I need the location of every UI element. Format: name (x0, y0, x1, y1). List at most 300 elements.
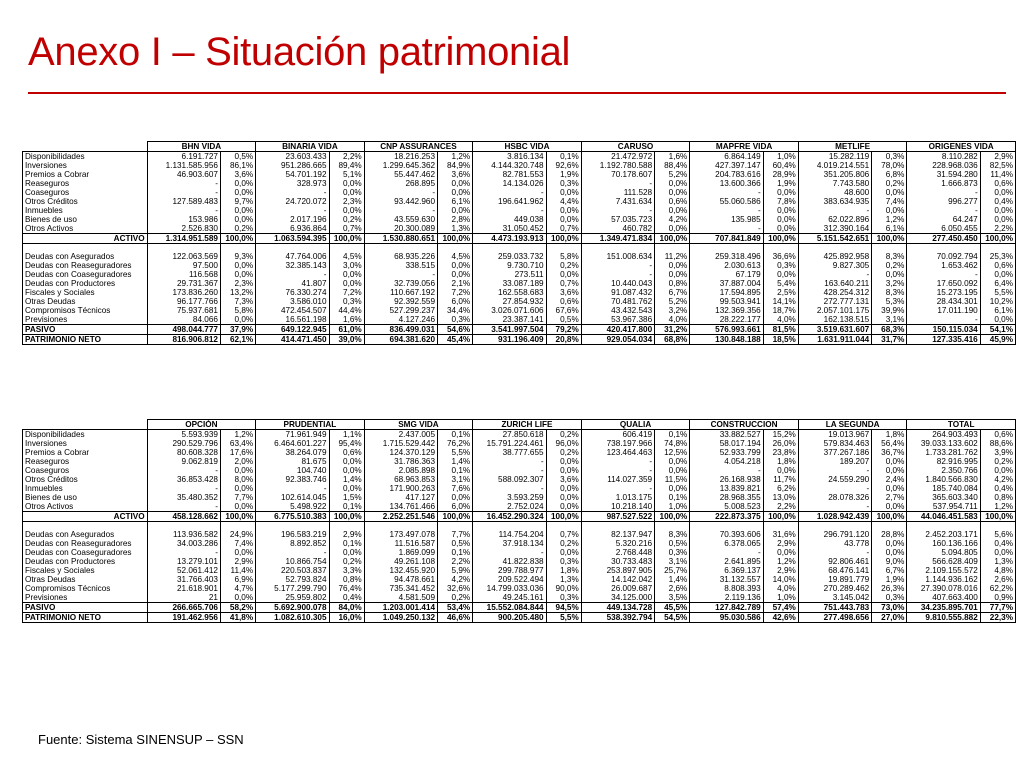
amount-cell: - (147, 548, 220, 557)
amount-cell: - (147, 466, 220, 475)
amount-cell: 189.207 (798, 457, 871, 466)
amount-cell: 694.381.620 (364, 335, 437, 345)
row-label: Disponibilidades (23, 430, 148, 440)
amount-cell: 8.892.852 (256, 539, 329, 548)
percent-cell: 0,4% (980, 197, 1015, 206)
amount-cell: 277.498.656 (798, 613, 871, 623)
amount-cell: 5.177.299.790 (256, 584, 329, 593)
percent-cell: 0,3% (438, 315, 473, 325)
percent-cell (872, 522, 907, 531)
percent-cell: 10,2% (980, 297, 1015, 306)
amount-cell: 270.289.462 (798, 584, 871, 593)
percent-cell: 0,0% (655, 179, 690, 188)
percent-cell: 88,4% (655, 161, 690, 170)
amount-cell: 2.641.895 (690, 557, 763, 566)
percent-cell: 76,4% (329, 584, 364, 593)
percent-cell: 0,0% (655, 188, 690, 197)
amount-cell (256, 244, 329, 253)
percent-cell: 0,0% (329, 270, 364, 279)
percent-cell: 1,0% (763, 593, 798, 603)
percent-cell: 3,1% (655, 557, 690, 566)
amount-cell (581, 522, 654, 531)
amount-cell: - (907, 315, 980, 325)
percent-cell: 0,2% (546, 261, 581, 270)
percent-cell: 7,4% (872, 197, 907, 206)
percent-cell: 32,6% (438, 584, 473, 593)
amount-cell: 116.568 (147, 270, 220, 279)
amount-cell: 1.013.175 (581, 493, 654, 502)
table-row (23, 557, 1016, 566)
percent-cell: 90,0% (546, 584, 581, 593)
percent-cell: 0,0% (763, 548, 798, 557)
percent-cell: 100,0% (655, 234, 690, 244)
amount-cell: 751.443.783 (798, 603, 871, 613)
amount-cell: 929.054.034 (581, 335, 654, 345)
amount-cell: 566.628.409 (907, 557, 980, 566)
amount-cell (147, 522, 220, 531)
amount-cell: 27.850.618 (473, 430, 546, 440)
amount-cell: 68.963.853 (364, 475, 437, 484)
amount-cell: 9.730.710 (473, 261, 546, 270)
percent-cell: 0,9% (980, 593, 1015, 603)
percent-cell: 27,0% (872, 613, 907, 623)
amount-cell: 16.452.290.324 (473, 512, 546, 522)
row-label: Deudas con Productores (23, 279, 148, 288)
amount-cell: 92.392.559 (364, 297, 437, 306)
row-label: PASIVO (23, 325, 148, 335)
percent-cell: 2,2% (329, 152, 364, 162)
company-header: OPCIÓN (147, 420, 256, 430)
amount-cell: 17.011.190 (907, 306, 980, 315)
percent-cell: 44,4% (329, 306, 364, 315)
amount-cell: - (798, 206, 871, 215)
amount-cell: 527.299.237 (364, 306, 437, 315)
amount-cell: 41.822.838 (473, 557, 546, 566)
percent-cell: 0,0% (438, 493, 473, 502)
amount-cell: 377.267.186 (798, 448, 871, 457)
amount-cell: 134.761.466 (364, 502, 437, 512)
amount-cell: 13.279.101 (147, 557, 220, 566)
table-row (23, 593, 1016, 603)
row-label: Deudas con Asegurados (23, 252, 148, 261)
amount-cell: 220.503.837 (256, 566, 329, 575)
percent-cell: 60,4% (763, 161, 798, 170)
amount-cell: 37.918.134 (473, 539, 546, 548)
percent-cell: 31,7% (872, 335, 907, 345)
amount-cell: 123.464.463 (581, 448, 654, 457)
percent-cell: 39,0% (329, 335, 364, 345)
percent-cell: 0,4% (980, 539, 1015, 548)
percent-cell: 95,4% (329, 439, 364, 448)
percent-cell: 0,2% (546, 448, 581, 457)
percent-cell: 14,0% (763, 575, 798, 584)
table-row (23, 297, 1016, 306)
amount-cell: 951.286.665 (256, 161, 329, 170)
percent-cell: 0,2% (220, 224, 255, 234)
percent-cell: 0,6% (329, 448, 364, 457)
percent-cell: 7,7% (220, 493, 255, 502)
amount-cell: 6.864.149 (690, 152, 763, 162)
amount-cell (147, 244, 220, 253)
percent-cell: 86,1% (220, 161, 255, 170)
percent-cell: 0,7% (546, 224, 581, 234)
row-label: Otros Activos (23, 224, 148, 234)
percent-cell: 100,0% (763, 234, 798, 244)
amount-cell: 1.192.780.588 (581, 161, 654, 170)
amount-cell: 8.808.393 (690, 584, 763, 593)
amount-cell: 338.515 (364, 261, 437, 270)
amount-cell: 124.370.129 (364, 448, 437, 457)
row-label: Otros Activos (23, 502, 148, 512)
percent-cell: 0,5% (220, 152, 255, 162)
amount-cell: - (690, 224, 763, 234)
percent-cell: 54,1% (980, 325, 1015, 335)
percent-cell: 0,0% (220, 484, 255, 493)
amount-cell: 4.127.246 (364, 315, 437, 325)
percent-cell: 1,6% (329, 315, 364, 325)
percent-cell: 0,0% (980, 315, 1015, 325)
percent-cell: 5,4% (763, 279, 798, 288)
percent-cell: 5,3% (872, 297, 907, 306)
percent-cell: 100,0% (438, 512, 473, 522)
percent-cell: 0,0% (763, 224, 798, 234)
row-label: Disponibilidades (23, 152, 148, 162)
percent-cell: 23,8% (763, 448, 798, 457)
percent-cell: 0,1% (438, 466, 473, 475)
amount-cell: 64.247 (907, 215, 980, 224)
amount-cell: 47.764.006 (256, 252, 329, 261)
amount-cell: - (256, 548, 329, 557)
percent-cell (438, 522, 473, 531)
company-header: CNP ASSURANCES (364, 142, 473, 152)
percent-cell: 79,2% (546, 325, 581, 335)
amount-cell: - (473, 548, 546, 557)
amount-cell: - (256, 270, 329, 279)
percent-cell: 9,3% (220, 252, 255, 261)
percent-cell: 11,5% (655, 475, 690, 484)
percent-cell: 0,0% (655, 206, 690, 215)
percent-cell: 8,3% (872, 252, 907, 261)
percent-cell: 0,0% (220, 261, 255, 270)
row-label (23, 522, 148, 531)
percent-cell: 4,0% (763, 315, 798, 325)
amount-cell: 127.589.483 (147, 197, 220, 206)
percent-cell: 0,0% (980, 548, 1015, 557)
percent-cell: 68,3% (872, 325, 907, 335)
amount-cell: 5.320.216 (581, 539, 654, 548)
percent-cell (980, 522, 1015, 531)
percent-cell: 45,5% (655, 603, 690, 613)
amount-cell: 26.009.687 (581, 584, 654, 593)
amount-cell: 6.378.065 (690, 539, 763, 548)
percent-cell: 0,0% (980, 188, 1015, 197)
percent-cell: 4,2% (980, 475, 1015, 484)
percent-cell: 100,0% (438, 234, 473, 244)
amount-cell: 328.973 (256, 179, 329, 188)
amount-cell: 43.559.630 (364, 215, 437, 224)
percent-cell: 0,0% (546, 206, 581, 215)
row-label: Previsiones (23, 593, 148, 603)
table-row (23, 152, 1016, 162)
table-row (23, 234, 1016, 244)
amount-cell: 43.778 (798, 539, 871, 548)
amount-cell: 290.529.796 (147, 439, 220, 448)
amount-cell: 162.138.515 (798, 315, 871, 325)
percent-cell: 5,5% (546, 613, 581, 623)
percent-cell: 0,0% (763, 206, 798, 215)
percent-cell: 0,0% (546, 457, 581, 466)
amount-cell: 96.177.766 (147, 297, 220, 306)
percent-cell: 2,5% (763, 288, 798, 297)
percent-cell: 0,0% (546, 466, 581, 475)
row-label: Bienes de uso (23, 493, 148, 502)
percent-cell: 100,0% (980, 234, 1015, 244)
amount-cell: 27.390.078.016 (907, 584, 980, 593)
amount-cell: - (798, 484, 871, 493)
percent-cell: 0,0% (655, 224, 690, 234)
percent-cell: 0,0% (872, 206, 907, 215)
amount-cell: 1.131.585.956 (147, 161, 220, 170)
amount-cell: 92.806.461 (798, 557, 871, 566)
amount-cell: 18.216.253 (364, 152, 437, 162)
amount-cell: 312.390.164 (798, 224, 871, 234)
amount-cell: 6.464.601.227 (256, 439, 329, 448)
percent-cell: 3,1% (872, 315, 907, 325)
percent-cell: 0,0% (546, 270, 581, 279)
table-row (23, 224, 1016, 234)
amount-cell: 160.136.166 (907, 539, 980, 548)
amount-cell: 365.603.340 (907, 493, 980, 502)
amount-cell: - (798, 502, 871, 512)
amount-cell: 84.066 (147, 315, 220, 325)
amount-cell: - (256, 188, 329, 197)
amount-cell: 49.261.108 (364, 557, 437, 566)
percent-cell (329, 522, 364, 531)
amount-cell: 277.450.450 (907, 234, 980, 244)
percent-cell: 3,3% (329, 566, 364, 575)
table-row (23, 270, 1016, 279)
percent-cell: 0,3% (655, 548, 690, 557)
percent-cell: 2,9% (763, 566, 798, 575)
table-row (23, 206, 1016, 215)
amount-cell: 299.788.977 (473, 566, 546, 575)
amount-cell: 2.109.155.572 (907, 566, 980, 575)
amount-cell: - (256, 206, 329, 215)
amount-cell: 266.665.706 (147, 603, 220, 613)
table-row (23, 530, 1016, 539)
percent-cell: 0,0% (872, 270, 907, 279)
amount-cell: 28.968.355 (690, 493, 763, 502)
percent-cell: 3,6% (546, 288, 581, 297)
table-row (23, 306, 1016, 315)
percent-cell: 63,4% (220, 439, 255, 448)
amount-cell: 537.954.711 (907, 502, 980, 512)
company-header: ORIGENES VIDA (907, 142, 1016, 152)
amount-cell: 3.519.631.607 (798, 325, 871, 335)
amount-cell: 28.078.326 (798, 493, 871, 502)
percent-cell: 1,2% (980, 502, 1015, 512)
amount-cell: 82.137.947 (581, 530, 654, 539)
company-header: MAPFRE VIDA (690, 142, 799, 152)
amount-cell: 900.205.480 (473, 613, 546, 623)
amount-cell: 996.277 (907, 197, 980, 206)
amount-cell: 2.350.766 (907, 466, 980, 475)
percent-cell: 45,4% (438, 335, 473, 345)
amount-cell: - (581, 179, 654, 188)
amount-cell: 16.561.198 (256, 315, 329, 325)
amount-cell: - (798, 466, 871, 475)
amount-cell (581, 244, 654, 253)
percent-cell: 1,2% (763, 557, 798, 566)
percent-cell: 0,0% (220, 548, 255, 557)
amount-cell (473, 522, 546, 531)
row-label: Deudas con Productores (23, 557, 148, 566)
percent-cell: 4,7% (220, 584, 255, 593)
percent-cell: 34,4% (438, 306, 473, 315)
percent-cell: 1,3% (980, 557, 1015, 566)
amount-cell: 23.603.433 (256, 152, 329, 162)
amount-cell: 99.503.941 (690, 297, 763, 306)
percent-cell: 2,2% (980, 224, 1015, 234)
percent-cell: 14,1% (763, 297, 798, 306)
amount-cell: 1.082.610.305 (256, 613, 329, 623)
company-header: LA SEGUNDA (798, 420, 907, 430)
percent-cell: 74,8% (655, 439, 690, 448)
percent-cell: 2,4% (872, 475, 907, 484)
table-row (23, 512, 1016, 522)
amount-cell: 95.030.586 (690, 613, 763, 623)
amount-cell: 2.437.005 (364, 430, 437, 440)
amount-cell (364, 522, 437, 531)
percent-cell: 0,0% (546, 493, 581, 502)
amount-cell: 97.500 (147, 261, 220, 270)
amount-cell: 6.775.510.383 (256, 512, 329, 522)
percent-cell: 94,5% (546, 603, 581, 613)
amount-cell: 4.054.218 (690, 457, 763, 466)
amount-cell: 2.119.136 (690, 593, 763, 603)
percent-cell: 1,9% (763, 179, 798, 188)
company-header: PRUDENTIAL (256, 420, 365, 430)
amount-cell: 253.897.905 (581, 566, 654, 575)
amount-cell: 151.008.634 (581, 252, 654, 261)
percent-cell: 0,0% (872, 539, 907, 548)
amount-cell: 1.715.529.442 (364, 439, 437, 448)
amount-cell: 204.783.616 (690, 170, 763, 179)
percent-cell: 3,9% (980, 448, 1015, 457)
amount-cell: 48.600 (798, 188, 871, 197)
percent-cell: 11,4% (980, 170, 1015, 179)
company-header: BHN VIDA (147, 142, 256, 152)
percent-cell: 0,0% (220, 270, 255, 279)
amount-cell: - (690, 548, 763, 557)
amount-cell: 52.933.799 (690, 448, 763, 457)
amount-cell: 7.431.634 (581, 197, 654, 206)
row-label: Reaseguros (23, 179, 148, 188)
percent-cell: 0,8% (980, 493, 1015, 502)
table-row (23, 484, 1016, 493)
amount-cell: 91.087.432 (581, 288, 654, 297)
amount-cell: - (473, 466, 546, 475)
percent-cell: 61,0% (329, 325, 364, 335)
percent-cell: 4,4% (546, 197, 581, 206)
percent-cell: 2,3% (329, 197, 364, 206)
percent-cell: 100,0% (980, 512, 1015, 522)
company-header: BINARIA VIDA (256, 142, 365, 152)
amount-cell: 70.393.606 (690, 530, 763, 539)
balance-table-2 (22, 419, 1016, 623)
percent-cell: 100,0% (546, 234, 581, 244)
table-row (23, 502, 1016, 512)
amount-cell: - (147, 179, 220, 188)
company-header: QUALIA (581, 420, 690, 430)
percent-cell: 37,9% (220, 325, 255, 335)
amount-cell: 43.432.543 (581, 306, 654, 315)
amount-cell (798, 244, 871, 253)
amount-cell: 4.144.320.748 (473, 161, 546, 170)
percent-cell: 56,4% (872, 439, 907, 448)
amount-cell: 2.252.251.546 (364, 512, 437, 522)
amount-cell: 173.836.260 (147, 288, 220, 297)
amount-cell: 427.397.147 (690, 161, 763, 170)
amount-cell: 67.179 (690, 270, 763, 279)
amount-cell: 27.854.932 (473, 297, 546, 306)
percent-cell: 25,7% (655, 566, 690, 575)
amount-cell: 127.842.789 (690, 603, 763, 613)
percent-cell (763, 244, 798, 253)
percent-cell: 4,0% (655, 315, 690, 325)
percent-cell (220, 522, 255, 531)
percent-cell: 28,8% (872, 530, 907, 539)
percent-cell: 0,3% (872, 593, 907, 603)
row-label: Compromisos Técnicos (23, 306, 148, 315)
amount-cell: 259.033.732 (473, 252, 546, 261)
amount-cell: 28.434.301 (907, 297, 980, 306)
amount-cell: - (147, 484, 220, 493)
amount-cell: 3.586.010 (256, 297, 329, 306)
amount-cell: 70.481.762 (581, 297, 654, 306)
amount-cell: 6.369.137 (690, 566, 763, 575)
amount-cell: 14.142.042 (581, 575, 654, 584)
table-row (23, 439, 1016, 448)
table-row (23, 584, 1016, 593)
percent-cell: 92,6% (546, 161, 581, 170)
percent-cell: 0,0% (546, 484, 581, 493)
table-row (23, 288, 1016, 297)
row-label: Otros Créditos (23, 475, 148, 484)
table-row (23, 252, 1016, 261)
amount-cell: 55.447.462 (364, 170, 437, 179)
percent-cell: 100,0% (872, 512, 907, 522)
percent-cell: 0,0% (763, 270, 798, 279)
amount-cell: 31.050.452 (473, 224, 546, 234)
percent-cell: 2,1% (438, 279, 473, 288)
amount-cell: 173.497.078 (364, 530, 437, 539)
amount-cell: 111.528 (581, 188, 654, 197)
percent-cell: 3,1% (438, 475, 473, 484)
amount-cell: 31.786.363 (364, 457, 437, 466)
percent-cell: 6,2% (763, 484, 798, 493)
amount-cell: 46.903.607 (147, 170, 220, 179)
source-note: Fuente: Sistema SINENSUP – SSN (38, 732, 244, 747)
percent-cell: 0,0% (438, 179, 473, 188)
amount-cell: 606.419 (581, 430, 654, 440)
percent-cell: 8,3% (655, 530, 690, 539)
percent-cell: 2,3% (220, 279, 255, 288)
amount-cell: - (364, 206, 437, 215)
amount-cell: - (690, 188, 763, 197)
amount-cell: - (581, 466, 654, 475)
percent-cell: 0,3% (763, 261, 798, 270)
